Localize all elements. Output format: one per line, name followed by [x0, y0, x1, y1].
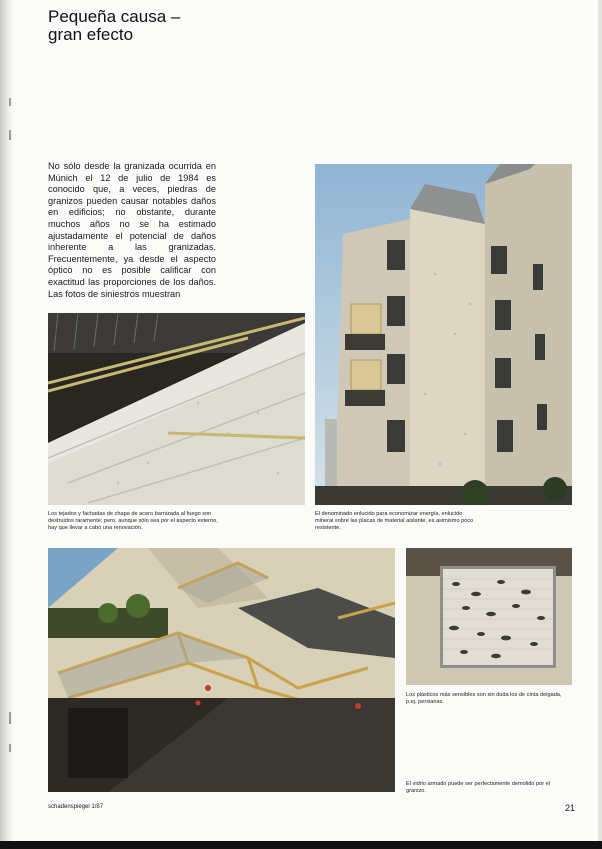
roof-caption: Los tejados y fachadas de chapa de acero barnizada al fuego son destruidos raramente; pero, aunque sólo sea por el aspecto externo, hay que llevar a cabo una renovación. — [48, 511, 218, 531]
canopy-photo — [48, 548, 395, 792]
gutter-mark — [9, 712, 11, 724]
page-number: 21 — [565, 803, 576, 813]
shutter-caption: Los plásticos más sensibles son sin duda los de cinta delgada, p.ej. persianas. — [406, 692, 562, 705]
gutter-mark — [9, 98, 11, 106]
facade-caption: El denominado enlucido para economizar energía, enlucido mineral sobre las placas de material aislante, es asimismo poco resistente. — [315, 511, 474, 531]
page-bottom-edge — [0, 841, 602, 849]
shutter-photo — [406, 548, 572, 685]
roof-photo — [48, 313, 305, 505]
facade-photo — [315, 164, 572, 505]
article-body: No sólo desde la granizada ocurrida en Múnich el 12 de julio de 1984 es conocido que, a veces, piedras de granizos pueden causar notables daños en edificios; no obstante, durante muchos años no se ha estimado ajustadamente el potencial de daños inherente a las granizadas. Frecuentemente, ya desde el aspecto óptico no es posible calificar con exactitud las proporciones de los daños. Las fotos de siniestros muestran — [48, 161, 216, 299]
glass-caption: El vidrio armado puede ser perfectamente demolido por el granizo. — [406, 781, 550, 794]
article-title — [48, 8, 248, 44]
gutter-mark — [9, 130, 11, 140]
title-line-1: Pequeña causa – — [48, 7, 181, 26]
title-line-2: gran efecto — [48, 25, 134, 44]
page-gutter — [0, 0, 14, 849]
publication-footer: schadenspiegel 1/87 — [48, 804, 104, 810]
gutter-mark — [9, 744, 11, 752]
page-edge — [598, 0, 602, 849]
